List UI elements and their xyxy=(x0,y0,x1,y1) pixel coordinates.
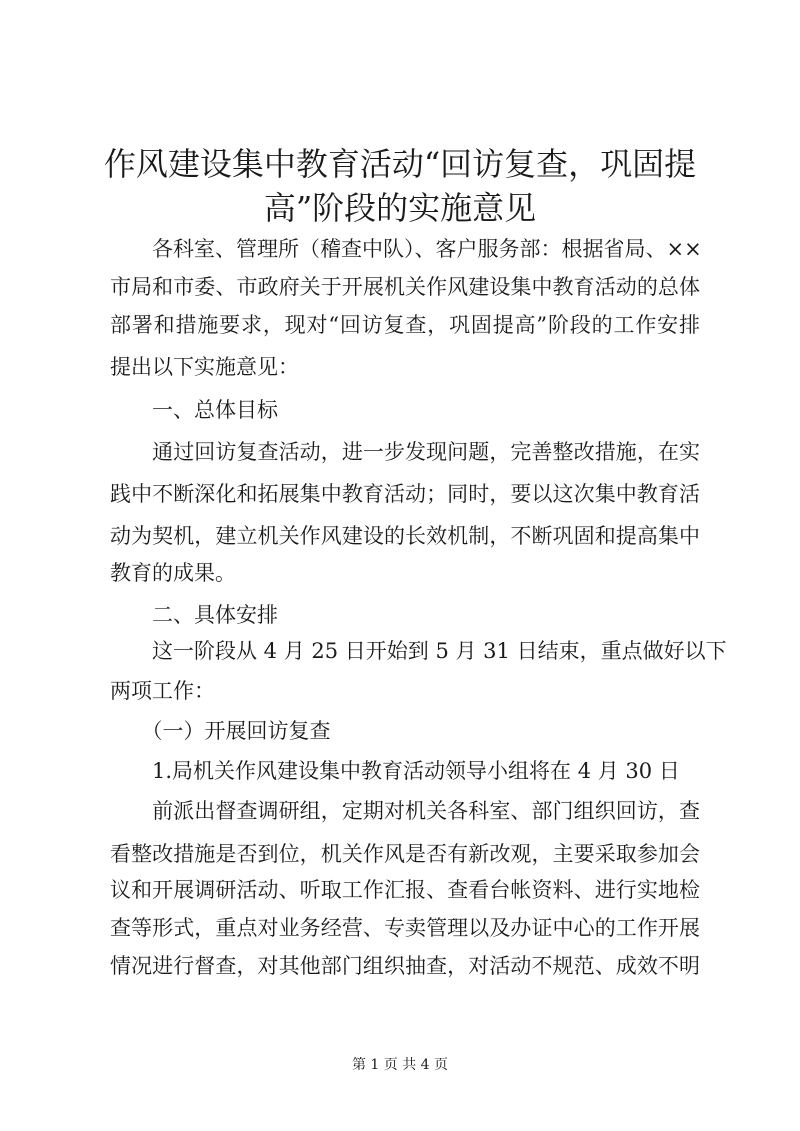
paragraph-line: 两项工作： xyxy=(110,679,215,703)
section-heading-2: 二、具体安排 xyxy=(110,603,278,627)
paragraph-line: 教育的成果。 xyxy=(110,561,236,585)
paragraph-line: 1.局机关作风建设集中教育活动领导小组将在 4 月 30 日 xyxy=(110,759,680,783)
paragraph-line: 前派出督查调研组，定期对机关各科室、部门组织回访，查 xyxy=(110,799,700,823)
paragraph-line: 议和开展调研活动、听取工作汇报、查看台帐资料、进行实地检 xyxy=(110,878,700,902)
paragraph-line: 部署和措施要求，现对“回访复查，巩固提高”阶段的工作安排 xyxy=(110,313,700,337)
paragraph-line: 提出以下实施意见： xyxy=(110,355,299,379)
paragraph-line: 各科室、管理所（稽查中队）、客户服务部：根据省局、×× xyxy=(110,237,702,261)
paragraph-line: 查等形式，重点对业务经营、专卖管理以及办证中心的工作开展 xyxy=(110,916,700,940)
page-footer: 第 1 页 共 4 页 xyxy=(351,1057,449,1073)
paragraph-line: 市局和市委、市政府关于开展机关作风建设集中教育活动的总体 xyxy=(110,275,700,299)
paragraph-line: 践中不断深化和拓展集中教育活动；同时，要以这次集中教育活 xyxy=(110,482,700,506)
paragraph-line: 这一阶段从 4 月 25 日开始到 5 月 31 日结束，重点做好以下 xyxy=(110,639,727,663)
document-title-line-2: 高”阶段的实施意见 xyxy=(263,189,537,227)
section-heading-1: 一、总体目标 xyxy=(110,398,278,422)
paragraph-line: 情况进行督查，对其他部门组织抽查，对活动不规范、成效不明 xyxy=(110,954,700,978)
paragraph-line: 通过回访复查活动，进一步发现问题，完善整改措施，在实 xyxy=(110,440,700,464)
document-title-line-1: 作风建设集中教育活动“回访复查，巩固提 xyxy=(103,145,697,183)
paragraph-line: 动为契机，建立机关作风建设的长效机制，不断巩固和提高集中 xyxy=(110,524,700,548)
paragraph-line: 看整改措施是否到位，机关作风是否有新改观，主要采取参加会 xyxy=(110,842,700,866)
subsection-heading-1: （一）开展回访复查 xyxy=(110,719,331,743)
